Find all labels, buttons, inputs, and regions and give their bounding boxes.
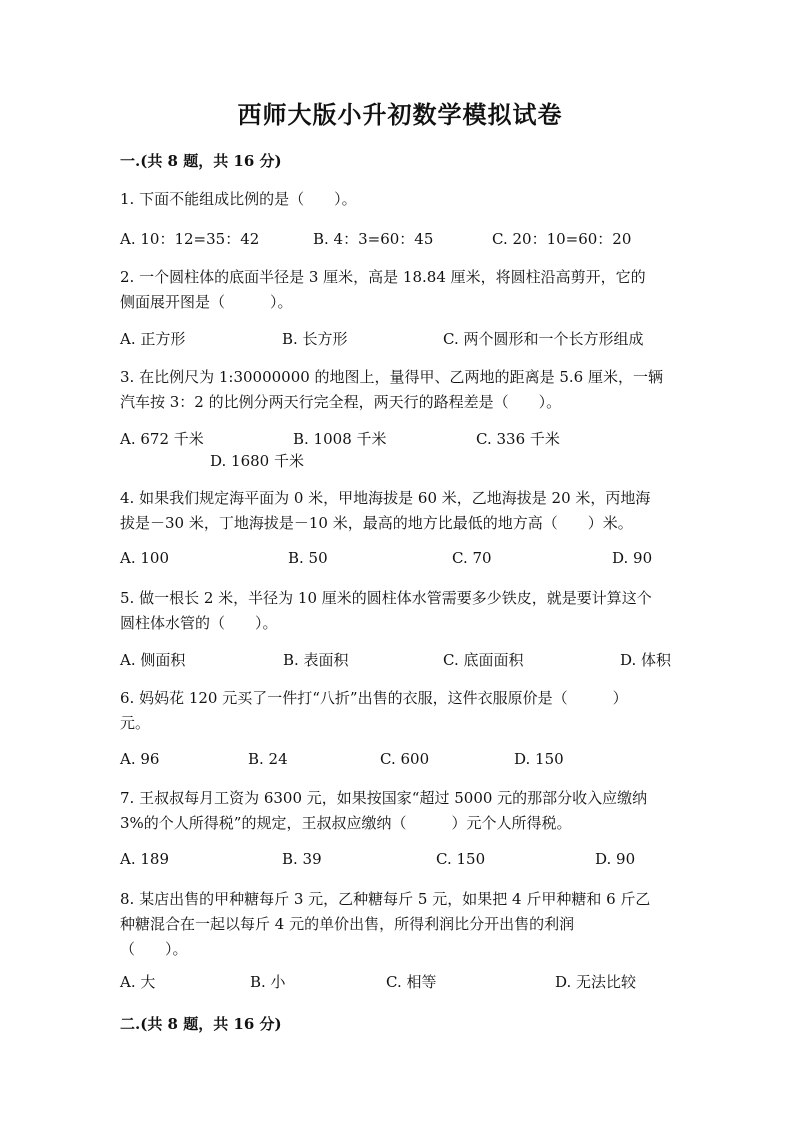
- question-8-line-2: 种糖混合在一起以每斤 4 元的单价出售，所得利润比分开出售的利润: [120, 915, 575, 933]
- question-5-option-b: B. 表面积: [283, 651, 349, 669]
- question-4-stem: [120, 486, 680, 536]
- question-8-line-3: （ ）。: [120, 940, 188, 958]
- question-6-option-c: C. 600: [380, 750, 430, 768]
- question-2-line-1: 2. 一个圆柱体的底面半径是 3 厘米，高是 18.84 厘米，将圆柱沿高剪开，它的: [120, 268, 646, 286]
- question-2-line-2: 侧面展开图是（ ）。: [120, 293, 293, 311]
- question-8-option-b: B. 小: [250, 973, 286, 991]
- page-title: 西师大版小升初数学模拟试卷: [237, 100, 563, 129]
- question-6-line-1: 6. 妈妈花 120 元买了一件打“八折”出售的衣服，这件衣服原价是（ ）: [120, 689, 628, 707]
- question-7-option-c: C. 150: [436, 850, 486, 868]
- question-8-line-1: 8. 某店出售的甲种糖每斤 3 元，乙种糖每斤 5 元，如果把 4 斤甲种糖和 6 斤乙: [120, 890, 651, 908]
- question-3-option-b: B. 1008 千米: [293, 430, 387, 448]
- question-3-line-1: 3. 在比例尺为 1:30000000 的地图上，量得甲、乙两地的距离是 5.6 厘米，一辆: [120, 368, 663, 386]
- question-5-line-2: 圆柱体水管的（ ）。: [120, 614, 278, 632]
- question-1-option-c: C. 20：10=60：20: [492, 230, 632, 248]
- question-1-option-b: B. 4：3=60：45: [313, 230, 434, 248]
- question-2-stem: [120, 265, 680, 315]
- question-4-option-a: A. 100: [120, 549, 169, 567]
- question-4-option-c: C. 70: [452, 549, 492, 567]
- question-8-option-d: D. 无法比较: [555, 973, 637, 991]
- question-2-option-c: C. 两个圆形和一个长方形组成: [443, 330, 644, 348]
- question-3-option-a: A. 672 千米: [120, 430, 204, 448]
- question-7-option-a: A. 189: [120, 850, 169, 868]
- question-5-option-c: C. 底面面积: [443, 651, 524, 669]
- question-2-option-a: A. 正方形: [120, 330, 186, 348]
- question-4-line-2: 拔是－30 米，丁地海拔是－10 米，最高的地方比最低的地方高（ ）米。: [120, 514, 633, 532]
- question-5-option-d: D. 体积: [620, 651, 672, 669]
- question-6-line-2: 元。: [120, 714, 151, 732]
- question-7-line-1: 7. 王叔叔每月工资为 6300 元，如果按国家“超过 5000 元的那部分收入应缴纳: [120, 789, 648, 807]
- question-3-line-2: 汽车按 3：2 的比例分两天行完全程，两天行的路程差是（ ）。: [120, 393, 562, 411]
- question-6-option-a: A. 96: [120, 750, 160, 768]
- question-5-stem: [120, 586, 680, 636]
- question-4-option-b: B. 50: [288, 549, 328, 567]
- question-2-option-b: B. 长方形: [282, 330, 348, 348]
- question-1-stem: [120, 187, 680, 212]
- question-3-stem: [120, 365, 680, 415]
- section-heading-1: 一.(共 8 题，共 16 分): [120, 152, 282, 170]
- question-8-option-c: C. 相等: [386, 973, 437, 991]
- question-7-option-b: B. 39: [282, 850, 322, 868]
- question-3-option-d: D. 1680 千米: [210, 452, 304, 470]
- question-6-stem: [120, 686, 680, 736]
- question-6-option-b: B. 24: [248, 750, 288, 768]
- question-8-option-a: A. 大: [120, 973, 156, 991]
- question-3-option-c: C. 336 千米: [476, 430, 560, 448]
- question-7-stem: [120, 786, 680, 836]
- question-6-option-d: D. 150: [514, 750, 564, 768]
- question-4-option-d: D. 90: [612, 549, 653, 567]
- question-7-option-d: D. 90: [595, 850, 636, 868]
- question-5-line-1: 5. 做一根长 2 米，半径为 10 厘米的圆柱体水管需要多少铁皮，就是要计算这个: [120, 589, 652, 607]
- question-4-line-1: 4. 如果我们规定海平面为 0 米，甲地海拔是 60 米，乙地海拔是 20 米，丙地海: [120, 489, 651, 507]
- question-7-line-2: 3%的个人所得税”的规定，王叔叔应缴纳（ ）元个人所得税。: [120, 814, 572, 832]
- question-5-option-a: A. 侧面积: [120, 651, 186, 669]
- question-1-line-1: 1. 下面不能组成比例的是（ ）。: [120, 190, 357, 208]
- section-heading-2: 二.(共 8 题，共 16 分): [120, 1015, 282, 1033]
- question-8-stem: [120, 887, 680, 962]
- question-1-option-a: A. 10：12=35：42: [120, 230, 260, 248]
